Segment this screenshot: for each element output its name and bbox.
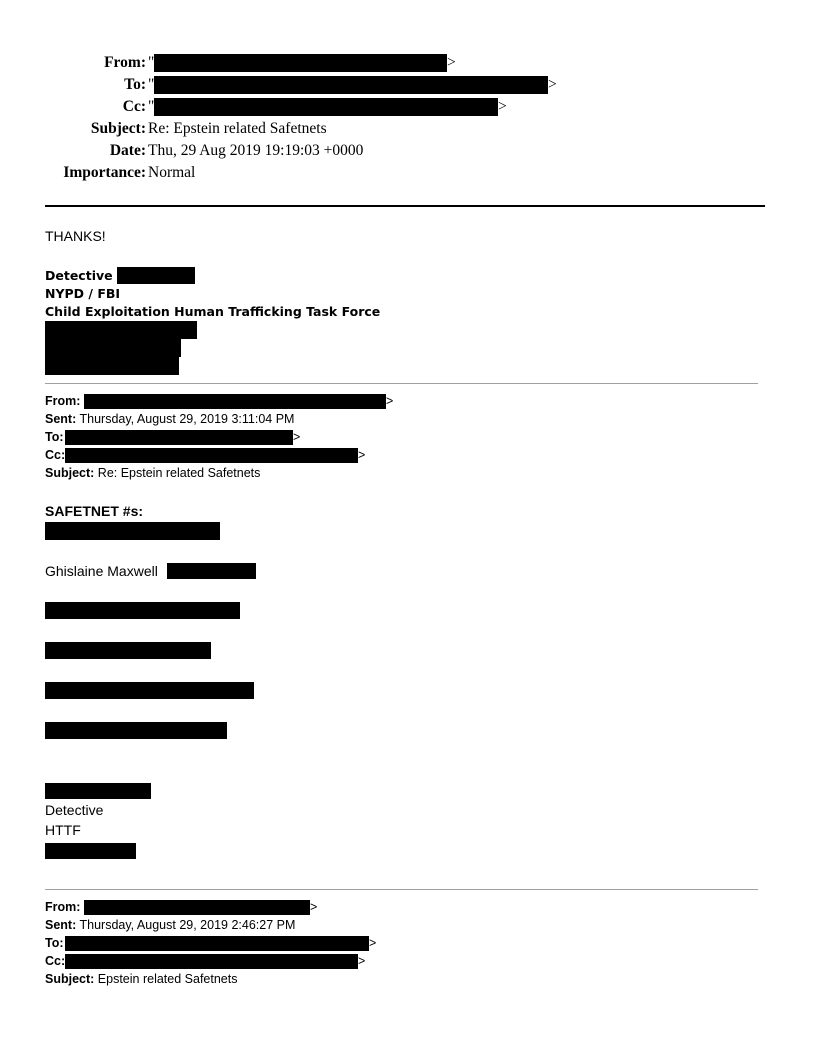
fwd2-subject-label: Subject:	[45, 972, 95, 986]
fwd1-cc-label: Cc:	[45, 448, 66, 462]
header-cc-close: >	[498, 98, 507, 115]
reply-body: THANKS!	[45, 228, 106, 244]
redaction-box	[45, 321, 197, 339]
redaction-box	[45, 602, 240, 619]
redaction-box	[167, 563, 256, 579]
header-to-prefix: "	[148, 76, 155, 93]
signature-unit: Child Exploitation Human Trafficking Task Force	[45, 304, 381, 319]
redaction-box	[84, 394, 386, 409]
header-from-label: From:	[104, 54, 146, 71]
redaction-box	[84, 900, 310, 915]
header-subject-label: Subject:	[90, 120, 146, 137]
safetnet-sig-unit: HTTF	[45, 822, 81, 838]
redaction-box	[117, 267, 195, 284]
fwd1-subject: Re: Epstein related Safetnets	[97, 466, 261, 480]
header-to-close: >	[548, 76, 557, 93]
redaction-box	[154, 76, 548, 94]
signature-org: NYPD / FBI	[45, 286, 121, 301]
header-cc-prefix: "	[148, 98, 155, 115]
header-importance-label: Importance:	[63, 164, 146, 181]
fwd2-sent-label: Sent:	[45, 918, 77, 932]
redaction-box	[154, 54, 447, 72]
redaction-box	[45, 843, 136, 859]
redaction-box	[45, 642, 211, 659]
fwd1-from-close: >	[386, 394, 394, 408]
redaction-box	[45, 339, 181, 357]
redaction-box	[65, 448, 358, 463]
header-from-prefix: "	[148, 54, 155, 71]
fwd1-sent-label: Sent:	[45, 412, 77, 426]
fwd2-to-label: To:	[45, 936, 64, 950]
safetnet-heading: SAFETNET #s:	[45, 503, 144, 519]
safetnet-sig-title: Detective	[45, 802, 104, 818]
forward-divider	[45, 383, 758, 384]
fwd1-from-label: From:	[45, 394, 81, 408]
redaction-box	[45, 783, 151, 799]
redaction-box	[65, 954, 358, 969]
fwd2-from-label: From:	[45, 900, 81, 914]
redaction-box	[65, 430, 293, 445]
fwd2-subject: Epstein related Safetnets	[97, 972, 238, 986]
fwd2-cc-close: >	[358, 954, 366, 968]
header-cc-label: Cc:	[122, 98, 146, 115]
fwd2-sent: Thursday, August 29, 2019 2:46:27 PM	[79, 918, 296, 932]
header-to-label: To:	[124, 76, 146, 93]
redaction-box	[45, 722, 227, 739]
forward-divider	[45, 889, 758, 890]
signature-title: Detective	[45, 268, 113, 283]
safetnet-name: Ghislaine Maxwell	[45, 563, 158, 579]
header-date: Thu, 29 Aug 2019 19:19:03 +0000	[148, 142, 364, 159]
header-subject: Re: Epstein related Safetnets	[148, 120, 327, 137]
fwd1-subject-label: Subject:	[45, 466, 95, 480]
redaction-box	[45, 522, 220, 540]
fwd1-sent: Thursday, August 29, 2019 3:11:04 PM	[79, 412, 295, 426]
redaction-box	[65, 936, 369, 951]
header-date-label: Date:	[109, 142, 146, 159]
header-from-close: >	[447, 54, 456, 71]
fwd2-cc-label: Cc:	[45, 954, 66, 968]
fwd2-from-close: >	[310, 900, 318, 914]
redaction-box	[45, 357, 179, 375]
fwd1-to-close: >	[293, 430, 301, 444]
header-importance: Normal	[148, 164, 196, 181]
redaction-box	[45, 682, 254, 699]
fwd1-cc-close: >	[358, 448, 366, 462]
fwd2-to-close: >	[369, 936, 377, 950]
header-divider	[45, 205, 765, 207]
fwd1-to-label: To:	[45, 430, 64, 444]
redaction-box	[154, 98, 498, 116]
